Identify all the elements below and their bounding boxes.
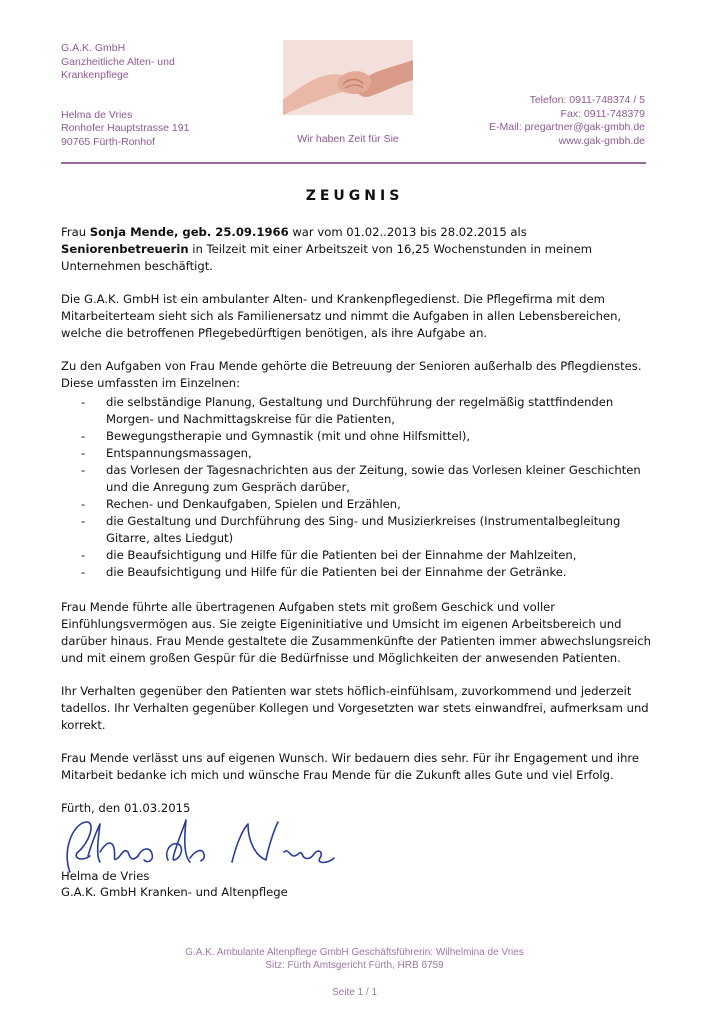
tasks-intro-paragraph: Zu den Aufgaben von Frau Mende gehörte die Betreuung der Senioren außerhalb des Pflegdienstes. Diese umfassten im Einzelnen:	[61, 359, 642, 390]
list-item: - die Beaufsichtigung und Hilfe für die Patienten bei der Einnahme der Getränke.	[81, 565, 567, 579]
list-item: - das Vorlesen der Tagesnachrichten aus der Zeitung, sowie das Vorlesen kleiner Geschichten und die Anregung zum Gespräch darüber,	[81, 463, 641, 494]
place-date: Fürth, den 01.03.2015	[61, 801, 191, 815]
signer-name: Helma de Vries	[61, 869, 150, 883]
phone: Telefon: 0911-748374 / 5	[529, 94, 645, 106]
company-name: G.A.K. GmbH	[61, 42, 126, 54]
document-title: ZEUGNIS	[305, 188, 404, 204]
list-item: - Rechen- und Denkaufgaben, Spielen und Erzählen,	[81, 497, 401, 511]
footer	[0, 946, 709, 972]
footer-registry-line: Sitz: Fürth Amtsgericht Fürth, HRB 6759	[265, 960, 444, 971]
sender-street: Ronhofer Hauptstrasse 191	[61, 122, 190, 134]
contact-block	[489, 94, 645, 148]
signer-organization: G.A.K. GmbH Kranken- und Altenpflege	[61, 885, 288, 899]
page-number: Seite 1 / 1	[331, 987, 378, 998]
fax: Fax: 0911-748379	[560, 107, 645, 120]
email: E-Mail: pregartner@gak-gmbh.de	[489, 121, 645, 133]
intro-paragraph	[61, 224, 651, 275]
slogan: Wir haben Zeit für Sie	[297, 133, 399, 145]
task-list	[61, 394, 651, 581]
conduct-paragraph: Ihr Verhalten gegenüber den Patienten war stets höflich-einfühlsam, zuvorkommend und jederzeit tadellos. Ihr Verhalten gegenüber Kollegen und Vorgesetzten war stets einwandfrei, aufmerksam und korrekt.	[61, 684, 649, 732]
list-item: - die Gestaltung und Durchführung des Sing- und Musizierkreises (Instrumentalbegleitung Gitarre, altes Liedgut)	[81, 514, 621, 545]
list-item: - die selbständige Planung, Gestaltung und Durchführung der regelmäßig stattfindenden Morgen- und Nachmittagskreise für die Patienten,	[81, 395, 614, 426]
sender-block	[61, 42, 189, 149]
performance-paragraph: Frau Mende führte alle übertragenen Aufgaben stets mit großem Geschick und voller Einfühlungsvermögen aus. Sie zeigte Eigeninitiative und Umsicht im eigenen Arbeitsbereich und darüber hinaus. Frau Mende gestaltete die Zusammenkünfte der Patienten immer abwechslungsreich und mit einem großen Gespür für die Bedürfnisse und Möglichkeiten der anwesenden Patienten.	[61, 600, 651, 665]
sender-name: Helma de Vries	[61, 108, 133, 121]
signer-block	[61, 868, 288, 900]
website: www.gak-gmbh.de	[558, 134, 645, 147]
intro-text-1: Frau	[61, 225, 90, 239]
company-paragraph: Die G.A.K. GmbH ist ein ambulanter Alten- und Krankenpflegedienst. Die Pflegefirma mit dem Mitarbeiterteam sieht sich als Familienersatz und nimmt die Aufgaben in allen Lebensbereichen, welche die betroffenen Pflegebedürftigen benötigen, als ihre Aufgabe an.	[61, 292, 622, 340]
hands-icon	[283, 40, 413, 115]
intro-text-3: in Teilzeit mit einer Arbeitszeit von 16,25 Wochenstunden in meinem Unternehmen beschäftigt.	[61, 242, 593, 273]
closing-paragraph: Frau Mende verlässt uns auf eigenen Wunsch. Wir bedauern dies sehr. Für ihr Engagement und ihre Mitarbeit bedanke ich mich und wünsche Frau Mende für die Zukunft alles Gute und viel Erfolg.	[61, 751, 640, 782]
company-subtitle-line2: Krankenpflege	[61, 69, 129, 81]
list-item: - Bewegungstherapie und Gymnastik (mit und ohne Hilfsmittel),	[81, 429, 471, 443]
employee-name: Sonja Mende, geb. 25.09.1966	[89, 225, 289, 239]
header-divider	[61, 162, 646, 164]
hands-logo-image	[283, 40, 413, 115]
employee-role: Seniorenbetreuerin	[61, 242, 189, 256]
list-item: - Entspannungsmassagen,	[81, 446, 252, 460]
intro-text-2: war vom 01.02..2013 bis 28.02.2015 als	[288, 225, 527, 239]
sender-city: 90765 Fürth-Ronhof	[61, 135, 155, 148]
document-body	[61, 224, 651, 833]
footer-company-line: G.A.K. Ambulante Altenpflege GmbH Geschäftsführerin: Wilhelmina de Vries	[185, 947, 524, 958]
company-subtitle-line1: Ganzheitliche Alten- und	[61, 55, 175, 68]
list-item: - die Beaufsichtigung und Hilfe für die Patienten bei der Einnahme der Mahlzeiten,	[81, 548, 577, 562]
sender-address	[61, 109, 189, 150]
